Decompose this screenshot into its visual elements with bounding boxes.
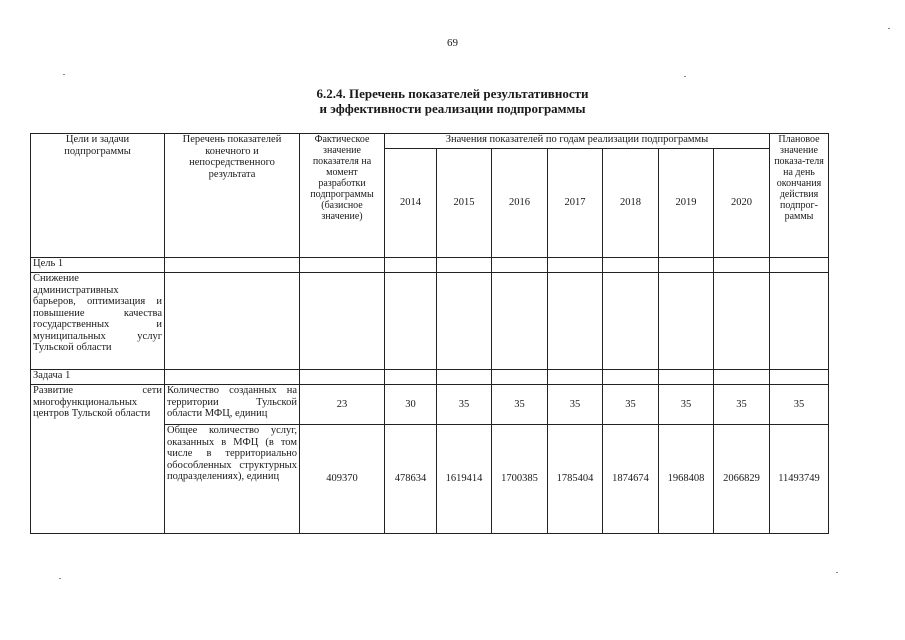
baseline-value: 409370 bbox=[300, 425, 385, 534]
year-value: 35 bbox=[603, 385, 659, 425]
year-value: 35 bbox=[548, 385, 603, 425]
baseline-value: 23 bbox=[300, 385, 385, 425]
scan-speck bbox=[888, 28, 890, 29]
year-value: 1968408 bbox=[659, 425, 714, 534]
year-value: 35 bbox=[659, 385, 714, 425]
year-value: 1619414 bbox=[437, 425, 492, 534]
scan-speck bbox=[684, 76, 686, 77]
year-value: 478634 bbox=[385, 425, 437, 534]
title-line-2: и эффективности реализации подпрограммы bbox=[319, 101, 586, 116]
planned-value: 35 bbox=[770, 385, 829, 425]
scan-speck bbox=[836, 572, 838, 573]
indicators-table bbox=[30, 133, 829, 534]
header-year: 2016 bbox=[492, 149, 548, 258]
header-goals: Цели и задачи подпрограммы bbox=[31, 134, 165, 258]
planned-value: 11493749 bbox=[770, 425, 829, 534]
title-line-1: 6.2.4. Перечень показателей результативности bbox=[316, 86, 589, 101]
indicator-text: Количество созданных на территории Тульской области МФЦ, единиц bbox=[165, 385, 300, 425]
scan-speck bbox=[59, 578, 61, 579]
year-value: 35 bbox=[437, 385, 492, 425]
year-value: 35 bbox=[714, 385, 770, 425]
header-year: 2018 bbox=[603, 149, 659, 258]
header-year: 2019 bbox=[659, 149, 714, 258]
indicator-text: Общее количество услуг, оказанных в МФЦ (в том числе в территориально обособленных структурных подразделениях), единиц bbox=[165, 425, 300, 534]
year-value: 30 bbox=[385, 385, 437, 425]
year-value: 2066829 bbox=[714, 425, 770, 534]
year-value: 35 bbox=[492, 385, 548, 425]
header-year: 2017 bbox=[548, 149, 603, 258]
year-value: 1700385 bbox=[492, 425, 548, 534]
task-text: Развитие сети многофункциональных центров Тульской области bbox=[31, 385, 165, 534]
header-planned: Плановое значение показа-теля на день окончания действия подпрог-раммы bbox=[770, 134, 829, 258]
task-label: Задача 1 bbox=[31, 370, 165, 385]
header-year: 2015 bbox=[437, 149, 492, 258]
year-value: 1874674 bbox=[603, 425, 659, 534]
year-value: 1785404 bbox=[548, 425, 603, 534]
header-indicators: Перечень показателей конечного и непосредственного результата bbox=[165, 134, 300, 258]
page-number: 69 bbox=[447, 37, 458, 49]
scan-speck bbox=[63, 74, 65, 75]
header-year: 2020 bbox=[714, 149, 770, 258]
header-years-group: Значения показателей по годам реализации подпрограммы bbox=[385, 134, 770, 149]
goal-label: Цель 1 bbox=[31, 258, 165, 273]
header-year: 2014 bbox=[385, 149, 437, 258]
header-baseline: Фактическое значение показателя на момент разработки подпрограммы (базисное значение) bbox=[300, 134, 385, 258]
goal-text: Снижение административных барьеров, оптимизация и повышение качества государственных и муниципальных услуг Тульской области bbox=[31, 273, 165, 370]
section-title bbox=[0, 86, 905, 116]
